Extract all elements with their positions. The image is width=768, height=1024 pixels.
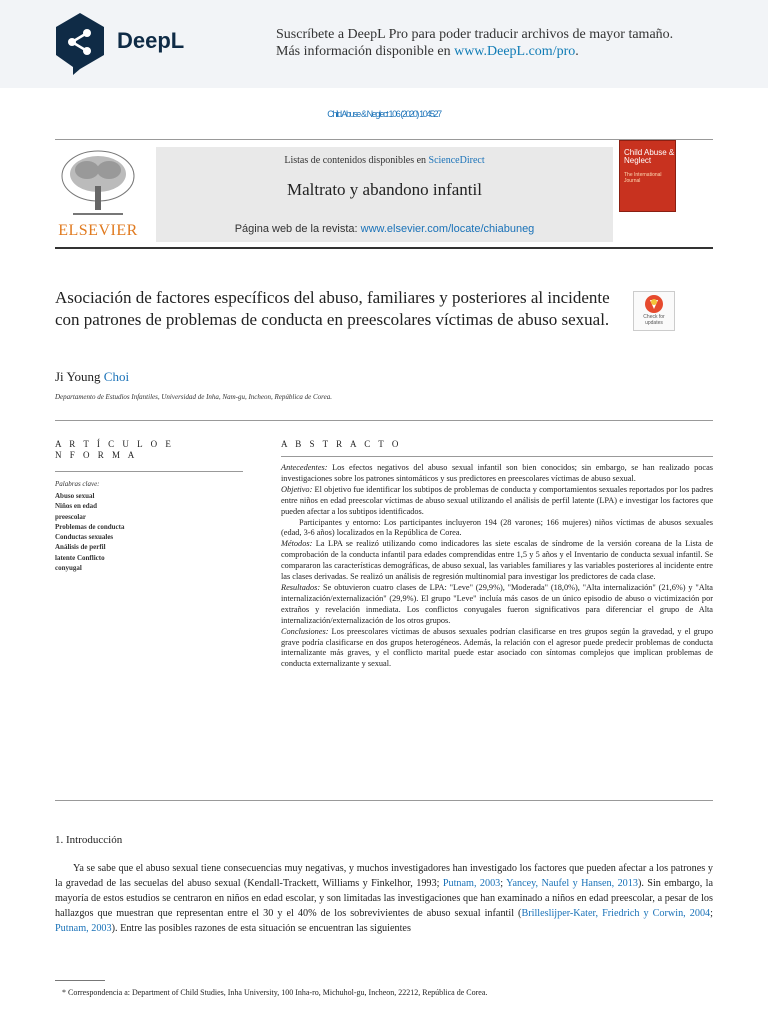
resultados-text: Se obtuvieron cuatro clases de LPA: "Leve" (29,9%), "Moderada" (18,0%), "Alta internalización" (21,6%) y "Alta internalización/externalización" (29,9%). El grupo "Leve" incluía más casos de un único episodio de abuso o victimización por extraños y revelación inmediata. Los conflictos conyugales fueron significativos para diferenciar el grupo de Alta internalización/externalización de los otros grupos. xyxy=(281,582,713,625)
conclusiones-label: Conclusiones: xyxy=(281,626,329,636)
check-updates-icon xyxy=(634,292,674,316)
cover-subtitle: The International Journal xyxy=(624,172,662,184)
promo-line-1: Suscríbete a DeepL Pro para poder traducir archivos de mayor tamaño. xyxy=(276,27,674,42)
header-bottom-rule xyxy=(55,247,713,249)
elsevier-tree-logo-icon xyxy=(53,148,143,220)
promo-line-2 xyxy=(276,43,673,60)
promo-prefix: Más información disponible en xyxy=(276,44,455,59)
deepl-promo xyxy=(276,26,673,60)
check-for-updates-button[interactable] xyxy=(633,291,675,331)
correspondence-footnote: * Correspondencia a: Department of Child Studies, Inha University, 100 Inha-ro, Michuhol-gu, Incheon, 22212, República de Corea. xyxy=(62,988,488,997)
citation-link[interactable]: Putnam, 2003 xyxy=(55,923,112,935)
journal-name: Maltrato y abandono infantil xyxy=(287,180,482,199)
journal-header-box xyxy=(156,147,613,242)
intro-text-b: ). Sin embargo, la mayoría de estos estudios se centraron en niños en edad escolar, y son limitadas las investigaciones que han examinado a niños en edad preescolar, a pesar de los hallazgos que muestran que representan entre el 30 y el 40% de los sobrevivientes de abuso sexual infantil ( xyxy=(55,878,714,920)
intro-paragraph xyxy=(55,861,713,936)
abstract-resultados xyxy=(281,583,713,627)
abstract-heading: A B S T R A C T O xyxy=(281,439,402,449)
keyword-item: Problemas de conducta xyxy=(55,522,125,531)
keywords-label: Palabras clave: xyxy=(55,480,100,488)
article-title: Asociación de factores específicos del abuso, familiares y posteriores al incidente con patrones de problemas de conducta en preescolares víctimas de abuso sexual. xyxy=(55,288,610,329)
section-heading-introduccion: 1. Introducción xyxy=(55,834,123,846)
deepl-pro-link[interactable]: www.DeepL.com/pro xyxy=(454,44,576,59)
header-top-rule xyxy=(55,139,713,140)
citation-link[interactable]: Putnam, 2003 xyxy=(442,878,501,890)
author-surname-link[interactable]: Choi xyxy=(103,369,130,384)
conclusiones-text: Los preescolares víctimas de abusos sexuales podrían clasificarse en tres grupos según la gravedad, y el grupo grave podría clasificarse en dos grupos heterogéneos. Además, la relación con el agresor puede predecir problemas de conducta internalizante más graves, y el conflicto marital puede estar asociado con síntomas complejos que implican problemas de conducta externalizante y sexual. xyxy=(281,626,713,669)
abstract-conclusiones xyxy=(281,627,713,671)
author-line xyxy=(55,369,129,385)
antecedentes-text: Los efectos negativos del abuso sexual infantil son bien conocidos; sin embargo, se han realizado pocas investigaciones sobre los patrones sintomáticos y sus predictores en preescolares víctimas de abuso sexual. xyxy=(281,463,713,483)
keywords-list xyxy=(55,491,124,573)
metodos-label: Métodos: xyxy=(281,539,313,549)
citation-sep: ; xyxy=(500,878,507,890)
intro-text-a: Ya se sabe que el abuso sexual tiene consecuencias muy negativas, y muchos investigadores han investigado los factores que pueden afectar a los patrones y la gravedad de las secuelas del abuso sexual (Kendall-Trackett, Williams y Finkelhor, 1993; xyxy=(55,863,713,890)
meta-rule xyxy=(55,420,713,421)
elsevier-wordmark: ELSEVIER xyxy=(58,222,138,239)
citation-link[interactable]: Brilleslijper-Kater, Friedrich y Corwin, 2004 xyxy=(521,908,711,920)
check-updates-label: Check for updates xyxy=(643,314,665,326)
journal-cover xyxy=(619,140,676,212)
intro-body xyxy=(55,861,713,936)
abstract-metodos xyxy=(281,539,713,583)
keyword-item: Abuso sexual xyxy=(55,492,95,500)
contents-prefix: Listas de contenidos disponibles en xyxy=(284,155,429,166)
abstract-participantes: Participantes y entorno: Los participantes incluyeron 194 (28 varones; 166 mujeres) niños víctimas de abusos sexuales (edad, 3-6 años) localizados en la República de Corea. xyxy=(281,517,713,538)
journal-url-link[interactable]: www.elsevier.com/locate/chiabuneg xyxy=(360,223,535,235)
resultados-label: Resultados: xyxy=(281,582,321,592)
keyword-item: latente Conflicto xyxy=(55,553,105,562)
antecedentes-label: Antecedentes: xyxy=(281,463,328,472)
keyword-item: preescolar xyxy=(55,512,86,521)
objetivo-text: El objetivo fue identificar los subtipos de problemas de conducta y comportamientos sexuales reportados por los padres entre niños en edad preescolar víctimas de abuso sexual utilizando el análisis de perfil latente (LPA) e investigar los factores que pueden afectar a los subtipos identificados. xyxy=(281,484,713,516)
deepl-logo-text: DeepL xyxy=(117,28,185,53)
keyword-item: Niños en edad xyxy=(55,502,98,511)
intro-text-c: ). Entre las posibles razones de esta situación se encuentran las siguientes xyxy=(111,923,411,935)
abstract-bottom-rule xyxy=(55,800,713,801)
doi-link[interactable]: Child Abuse & Neglect 106 (2020) 104527 xyxy=(327,109,441,119)
contents-line xyxy=(156,155,613,166)
keyword-item: Conductas sexuales xyxy=(55,533,114,542)
citation-link[interactable]: Yancey, Naufel y Hansen, 2013 xyxy=(506,878,638,890)
promo-suffix: . xyxy=(575,44,579,59)
abstract-body xyxy=(281,463,713,670)
keyword-item: conyugal xyxy=(55,564,82,573)
web-prefix: Página web de la revista: xyxy=(234,223,361,235)
metodos-text: La LPA se realizó utilizando como indicadores las siete escalas de síndrome de la versión coreana de la Lista de comprobación de la conducta infantil para edades comprendidas entre 1,5 y 5 años y el Inventario de conducta sexual infantil. Se compararon las características demográficas, de abuso sexual, las variables familiares y las variables posteriores al incidente entre las clases derivadas. Se realizó un análisis de regresión multinomial para investigar los predictores de cada clase. xyxy=(281,539,713,582)
journal-web-line xyxy=(156,223,613,235)
article-info-heading: A R T Í C U L O E N F O R M A xyxy=(55,439,174,460)
abstract-rule xyxy=(281,456,713,457)
author-given: Ji Young xyxy=(55,369,104,384)
cover-title: Child Abuse & Neglect xyxy=(624,148,675,165)
footnote-rule xyxy=(55,980,105,981)
keyword-item: Análisis de perfil xyxy=(55,543,106,552)
objetivo-label: Objetivo: xyxy=(281,484,313,494)
sciencedirect-link[interactable]: ScienceDirect xyxy=(428,155,485,166)
affiliation: Departamento de Estudios Infantiles, Universidad de Inha, Nam-gu, Incheon, República de Corea. xyxy=(55,393,332,401)
deepl-logo-icon xyxy=(53,11,107,77)
abstract-antecedentes xyxy=(281,463,713,485)
abstract-objetivo xyxy=(281,485,713,518)
deepl-banner xyxy=(0,0,768,88)
citation-sep: ; xyxy=(710,908,713,920)
article-info-rule xyxy=(55,471,243,472)
